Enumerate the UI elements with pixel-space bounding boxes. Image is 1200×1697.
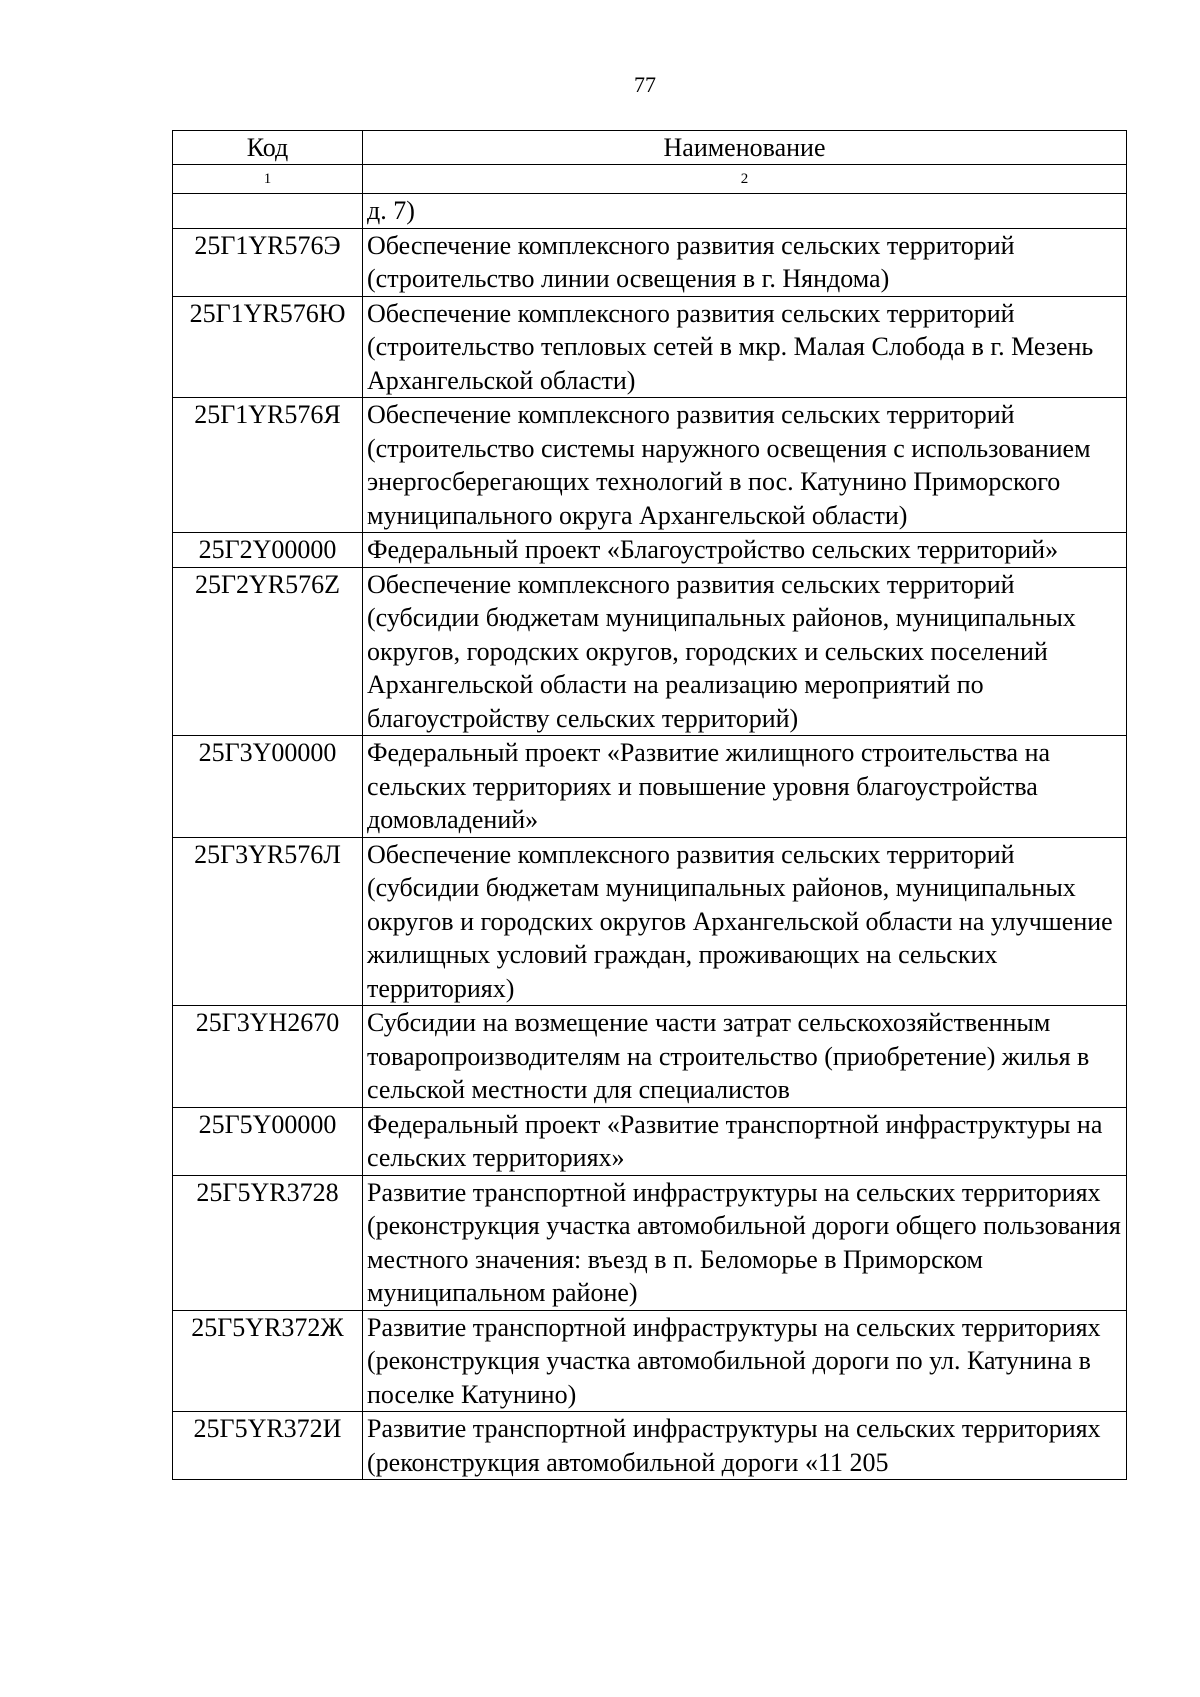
row-name: д. 7): [363, 194, 1127, 229]
header-row: [173, 131, 1127, 165]
table-row: [173, 1175, 1127, 1310]
column-number-code: 1: [173, 165, 363, 194]
row-name: Обеспечение комплексного развития сельских территорий (субсидии бюджетам муниципальных районов, муниципальных округов и городских округов Архангельской области на улучшение жилищных условий граждан, проживающих на сельских территориях): [363, 837, 1127, 1006]
row-code: 25Г5YR3728: [173, 1175, 363, 1310]
table-row: [173, 1310, 1127, 1412]
table-row: [173, 228, 1127, 296]
table-row: [173, 1107, 1127, 1175]
row-code: 25Г2YR576Z: [173, 567, 363, 736]
row-name: Обеспечение комплексного развития сельских территорий (субсидии бюджетам муниципальных районов, муниципальных округов, городских округов, городских и сельских поселений Архангельской области на реализацию мероприятий по благоустройству сельских территорий): [363, 567, 1127, 736]
table-row: [173, 567, 1127, 736]
row-code: 25Г5YR372Ж: [173, 1310, 363, 1412]
table-row: [173, 296, 1127, 398]
table-row: [173, 1412, 1127, 1480]
budget-code-table: [172, 130, 1127, 1480]
row-name: Развитие транспортной инфраструктуры на сельских территориях (реконструкция участка автомобильной дороги по ул. Катунина в поселке Катунино): [363, 1310, 1127, 1412]
row-name: Развитие транспортной инфраструктуры на сельских территориях (реконструкция автомобильной дороги «11 205: [363, 1412, 1127, 1480]
row-name: Развитие транспортной инфраструктуры на сельских территориях (реконструкция участка автомобильной дороги общего пользования местного значения: въезд в п. Беломорье в Приморском муниципальном районе): [363, 1175, 1127, 1310]
row-name: Федеральный проект «Благоустройство сельских территорий»: [363, 533, 1127, 568]
row-name: Обеспечение комплексного развития сельских территорий (строительство линии освещения в г. Няндома): [363, 228, 1127, 296]
row-code: 25Г3Y00000: [173, 736, 363, 838]
column-number-name: 2: [363, 165, 1127, 194]
table-row: [173, 736, 1127, 838]
row-code: 25Г2Y00000: [173, 533, 363, 568]
row-code: 25Г5YR372И: [173, 1412, 363, 1480]
table-row: [173, 533, 1127, 568]
header-name: Наименование: [363, 131, 1127, 165]
row-code: 25Г5Y00000: [173, 1107, 363, 1175]
table-row: [173, 837, 1127, 1006]
row-code: 25Г1YR576Э: [173, 228, 363, 296]
row-code: 25Г3YR576Л: [173, 837, 363, 1006]
table-row: [173, 194, 1127, 229]
row-code: [173, 194, 363, 229]
table-row: [173, 1006, 1127, 1108]
table-row: [173, 398, 1127, 533]
row-code: 25Г3YH2670: [173, 1006, 363, 1108]
header-code: Код: [173, 131, 363, 165]
row-name: Обеспечение комплексного развития сельских территорий (строительство системы наружного освещения с использованием энергосберегающих технологий в пос. Катунино Приморского муниципального округа Архангельской области): [363, 398, 1127, 533]
row-name: Федеральный проект «Развитие транспортной инфраструктуры на сельских территориях»: [363, 1107, 1127, 1175]
page-number: 77: [634, 72, 656, 97]
row-name: Федеральный проект «Развитие жилищного строительства на сельских территориях и повышение уровня благоустройства домовладений»: [363, 736, 1127, 838]
row-code: 25Г1YR576Ю: [173, 296, 363, 398]
column-number-row: [173, 165, 1127, 194]
row-name: Обеспечение комплексного развития сельских территорий (строительство тепловых сетей в мкр. Малая Слобода в г. Мезень Архангельской области): [363, 296, 1127, 398]
row-name: Субсидии на возмещение части затрат сельскохозяйственным товаропроизводителям на строительство (приобретение) жилья в сельской местности для специалистов: [363, 1006, 1127, 1108]
row-code: 25Г1YR576Я: [173, 398, 363, 533]
